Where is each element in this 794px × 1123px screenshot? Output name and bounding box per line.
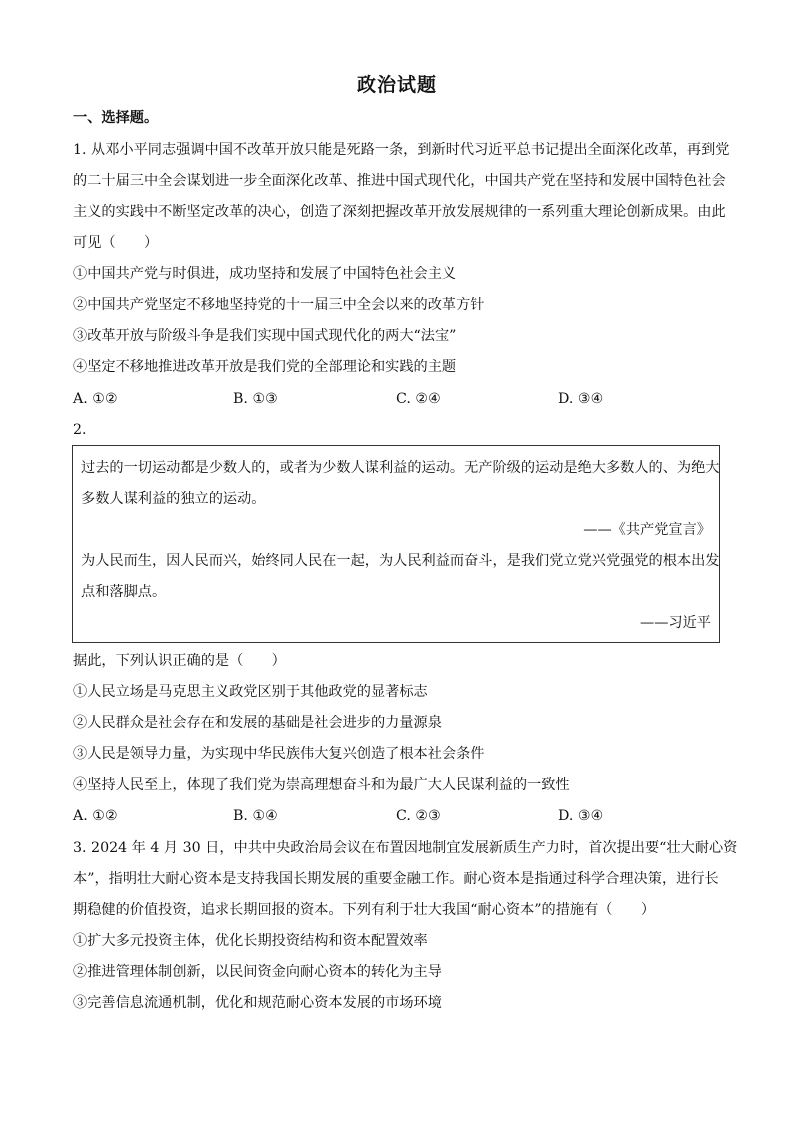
q3-stem-line: 本”，指明壮大耐心资本是支持我国长期发展的重要金融工作。耐心资本是指通过科学合理决策，进行长 [73,871,719,887]
q1-stem-line: 主义的实践中不断坚定改革的决心，创造了深刻把握改革开放发展规律的一系列重大理论创新成果。由此 [73,204,726,220]
q1-stem-line: 可见（ ） [73,235,159,251]
q3-item: ①扩大多元投资主体，优化长期投资结构和资本配置效率 [73,933,428,949]
quote-2-source: ——习近平 [640,615,711,631]
page-title: 政治试题 [356,74,437,96]
quote-box [72,445,720,643]
q1-item: ③改革开放与阶级斗争是我们实现中国式现代化的两大“法宝” [73,328,457,344]
quote-1-source: ——《共产党宣言》 [583,522,711,538]
quote-2-line: 为人民而生，因人民而兴，始终同人民在一起，为人民利益而奋斗，是我们党立党兴党强党的根本出发 [81,553,720,569]
q3-item: ③完善信息流通机制，优化和规范耐心资本发展的市场环境 [73,995,442,1011]
q2-item: ②人民群众是社会存在和发展的基础是社会进步的力量源泉 [73,715,442,731]
q1-item: ②中国共产党坚定不移地坚持党的十一届三中全会以来的改革方针 [73,297,485,313]
section-heading: 一、选择题。 [73,110,159,126]
q1-item: ④坚定不移地推进改革开放是我们党的全部理论和实践的主题 [73,359,457,375]
q1-item: ①中国共产党与时俱进，成功坚持和发展了中国特色社会主义 [73,266,457,282]
q2-option-d: D. ③④ [558,808,604,824]
quote-2-line: 点和落脚点。 [81,584,167,600]
quote-1-line: 多数人谋利益的独立的运动。 [81,491,266,507]
q3-stem-line: 期稳健的价值投资，追求长期回报的资本。下列有利于壮大我国“耐心资本”的措施有（ ） [73,902,656,918]
q3-item: ②推进管理体制创新，以民间资金向耐心资本的转化为主导 [73,964,442,980]
q2-item: ③人民是领导力量，为实现中华民族伟大复兴创造了根本社会条件 [73,746,485,762]
q1-option-c: C. ②④ [396,391,441,407]
q1-stem-line: 的二十届三中全会谋划进一步全面深化改革、推进中国式现代化，中国共产党在坚持和发展中国特色社会 [73,173,726,189]
q1-stem-line: 1. 从邓小平同志强调中国不改革开放只能是死路一条，到新时代习近平总书记提出全面深化改革，再到党 [73,142,730,158]
q2-number: 2. [73,422,87,438]
q2-option-b: B. ①④ [233,808,278,824]
q2-item: ④坚持人民至上，体现了我们党为崇高理想奋斗和为最广大人民谋利益的一致性 [73,777,570,793]
q2-option-c: C. ②③ [396,808,441,824]
q1-option-a: A. ①② [73,391,118,407]
q1-option-b: B. ①③ [233,391,278,407]
q2-option-a: A. ①② [73,808,118,824]
q3-stem-line: 3. 2024 年 4 月 30 日，中共中央政治局会议在布置因地制宜发展新质生产力时，首次提出要“壮大耐心资 [73,840,738,856]
q1-option-d: D. ③④ [558,391,604,407]
q2-stem: 据此，下列认识正确的是（ ） [73,653,286,669]
q2-item: ①人民立场是马克思主义政党区别于其他政党的显著标志 [73,684,428,700]
quote-1-line: 过去的一切运动都是少数人的，或者为少数人谋利益的运动。无产阶级的运动是绝大多数人的、为绝大 [81,460,720,476]
